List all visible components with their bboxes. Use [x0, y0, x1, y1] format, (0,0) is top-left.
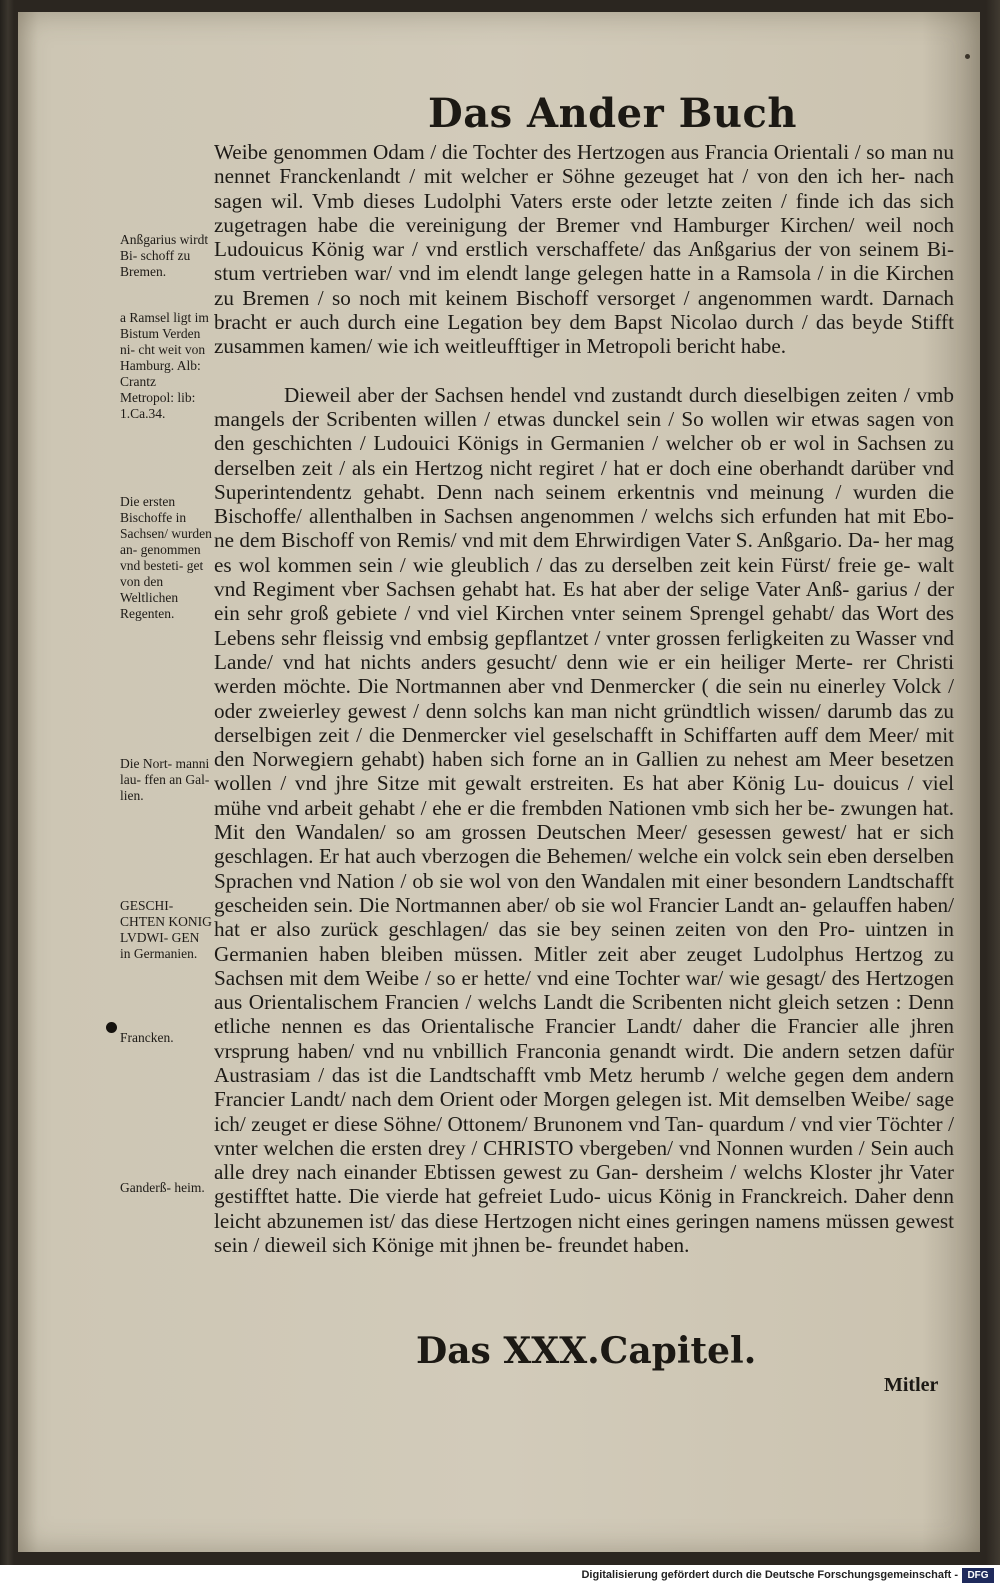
footer-bar: [0, 1565, 1000, 1588]
marginal-note: a Ramsel ligt im Bistum Verden ni- cht weit von Hamburg. Alb: Crantz Metropol: lib: 1.Ca.34.: [120, 310, 209, 421]
book-page: [18, 12, 980, 1552]
marginal-note: Ganderß- heim.: [120, 1180, 205, 1195]
marginal-note: Die Nort- manni lau- ffen an Gal- lien.: [120, 756, 210, 803]
paragraph: Weibe genommen Odam / die Tochter des Hertzogen aus Francia Orientali / so man nu nennet Franckenlandt / mit welcher er Söhne gezeuget hat / von den ich her- nach sagen wil. Vmb dieses Ludolphi Vaters erste oder letzte zeiten / finde ich das sich zugetragen habe die vereinigung der Bremer vnd Hamburger Kirchen/ weil noch Ludouicus König war / vnd erstlich verschaffete/ das Anßgarius der von seinem Bi- stum vertrieben war/ vnd im elendt lange gelegen hatte in a Ramsola / in die Kirchen zu Bremen / so noch mit keinem Bischoff versorget / angenommen wardt. Darnach bracht er auch durch eine Legation bey dem Bapst Nicolao durch / das beyde Stifft zusammen kamen/ wie ich weitleufftiger in Metropoli bericht habe.: [214, 140, 954, 359]
running-head: Das Ander Buch: [428, 90, 797, 137]
marginal-note: GESCHI- CHTEN KONIG LVDWI- GEN in Germanien.: [120, 898, 212, 961]
margin-bullet: [106, 1022, 117, 1033]
marginal-note: Die ersten Bischoffe in Sachsen/ wurden an- genommen vnd besteti- get von den Weltlichen Regenten.: [120, 494, 212, 621]
dfg-logo: DFG: [962, 1568, 994, 1583]
body-text: [214, 140, 954, 1257]
funding-credit: Digitalisierung gefördert durch die Deutsche Forschungsgemeinschaft -: [581, 1569, 958, 1581]
marginal-note: Francken.: [120, 1030, 174, 1045]
catchword: Mitler: [884, 1374, 939, 1396]
marginal-note: Anßgarius wirdt Bi- schoff zu Bremen.: [120, 232, 209, 279]
ink-spot: [965, 54, 970, 59]
chapter-heading: Das XXX.Capitel.: [416, 1330, 757, 1372]
paragraph: Dieweil aber der Sachsen hendel vnd zustandt durch dieselbigen zeiten / vmb mangels der Scribenten willen / etwas dunckel sein / So wollen wir etwas sagen von den geschichten / Ludouici Königs in Germanien / welcher ob er wol in Sachsen zu derselben zeit / als ein Hertzog nicht regiret / hat er doch eine oberhandt darüber vnd Superintendentz gehabt. Denn nach seinem erkentnis vnd meinung / wurden die Bischoffe/ allenthalben in Sachsen angenommen / welchs sich erfunden hat mit Ebo- ne dem Bischoff von Remis/ vnd mit dem Ehrwirdigen Vater S. Anßgario. Da- her mag es wol kommen sein / wie gleublich / das zu derselben zeit kein Fürst/ freie ge- walt vnd Regiment vber Sachsen gehabt hat. Es hat aber der selige Vater Anß- garius / der ein sehr groß gebiete / vnd viel Kirchen vnter seinem Sprengel gehabt/ das Wort des Lebens sehr fleissig vnd embsig gepflantzet / vnter grossen ferligkeiten zu Wasser vnd Lande/ vnd hat nichts anders gesucht/ denn wie er ein heiliger Merte- rer Christi werden möchte. Die Nortmannen aber vnd Denmercker ( die sein nu einerley Volck / oder zweierley gewest / denn solchs kan man nicht gründtlich wissen/ darumb das zu derselbigen zeit / die Denmercker viel geselschafft in Schiffarten auff dem Meer/ mit den Norwegiern gehabt) haben sich forne an in Gallien zu nehest am Meer besetzen wollen / vnd jhre Sitze mit gewalt erstreiten. Es hat aber König Lu- douicus / viel mühe vnd arbeit gehabt / ehe er die frembden Nationen vmb sich her be- zwungen hat. Mit den Wandalen/ so am grossen Deutschen Meer/ gesessen gewest/ hat er sich geschlagen. Er hat auch vberzogen die Behemen/ welche ein volck sein eben derselben Sprachen vnd Nation / ob sie wol von den Wandalen mit einer besondern Landtschafft gescheiden sein. Die Nortmannen aber/ ob sie wol Francier Landt an- gelauffen haben/ hat er also zurück geschlagen/ das sie bey seinen zeiten von den Pro- uintzen in Germanien haben bleiben müssen. Mitler zeit aber zeuget Ludolphus Hertzog zu Sachsen mit dem Weibe / so er hette/ vnd eine Tochter war/ wie gesagt/ des Hertzogen aus Orientalischem Francien / welchs Landt die Scribenten nicht gleich setzen : Denn etliche nennen es das Orientalische Francier Landt/ daher die Francier alle jhren vrsprung haben/ vnd nu vnbillich Franconia genandt wirdt. Die andern setzen dafür Austrasiam / das ist die Landtschafft vmb Metz herumb / welche gegen dem andern Francier Landt/ nach dem Orient oder Morgen gelegen ist. Mit demselben Weibe/ sage ich/ zeuget er diese Söhne/ Ottonem/ Brunonem vnd Tan- quardum / vnd vier Töchter / vnter welchen die ersten drey / CHRISTO vbergeben/ vnd Nonnen wurden / Sein auch alle drey nach einander Ebtissen gewest zu Gan- dersheim / welchs Kloster jhr Vater gestifftet hatte. Die vierde hat gefreiet Ludo- uicus König in Franckreich. Daher denn leicht abzunemen ist/ das diese Hertzogen nicht eines geringen namens müssen gewest sein / dieweil sich Könige mit jhnen be- freundet haben.: [214, 382, 954, 1258]
